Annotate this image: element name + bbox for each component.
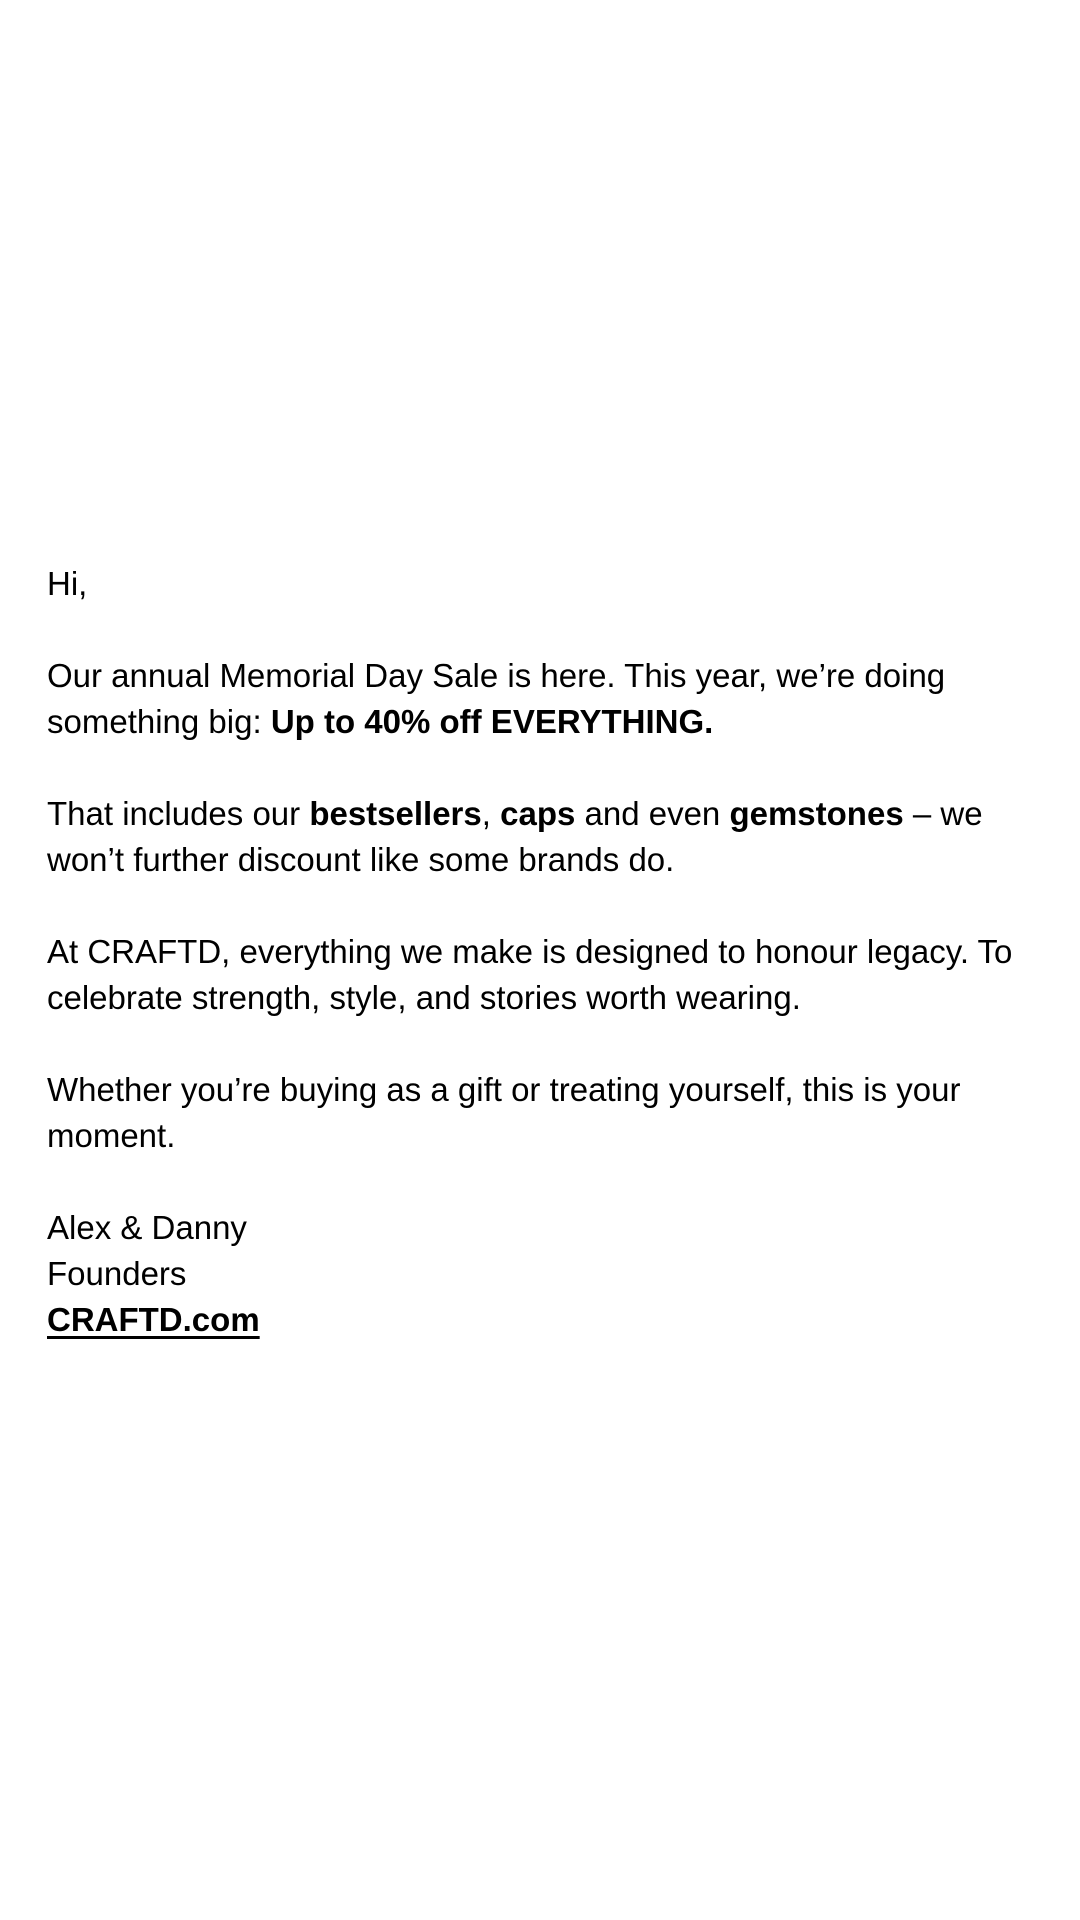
product-bestsellers: bestsellers — [309, 795, 482, 832]
signature-names: Alex & Danny — [47, 1209, 247, 1246]
signature-role: Founders — [47, 1255, 187, 1292]
sale-discount-highlight: Up to 40% off EVERYTHING. — [270, 703, 714, 740]
product-gemstones: gemstones — [729, 795, 904, 832]
website-link[interactable]: CRAFTD.com — [47, 1301, 260, 1338]
call-to-action-text: Whether you’re buying as a gift or treating yourself, this is your moment. — [47, 1071, 961, 1154]
signature-block — [47, 1205, 1047, 1343]
included-products-intro: That includes our — [47, 795, 310, 832]
sale-announcement-text: Our annual Memorial Day Sale is here. This year, we’re doing something big: — [47, 657, 946, 740]
product-caps: caps — [500, 795, 576, 832]
included-products-outro: – we won’t further discount like some brands do. — [47, 795, 983, 878]
brand-mission: At CRAFTD, everything we make is designed to honour legacy. To celebrate strength, style, and stories worth wearing. — [47, 933, 1013, 1016]
greeting: Hi, — [47, 565, 88, 602]
sale-announcement — [47, 653, 1047, 745]
included-products — [47, 791, 1047, 883]
email-body — [47, 561, 1047, 1343]
separator-comma: , — [481, 795, 501, 832]
separator-and-even: and even — [575, 795, 730, 832]
